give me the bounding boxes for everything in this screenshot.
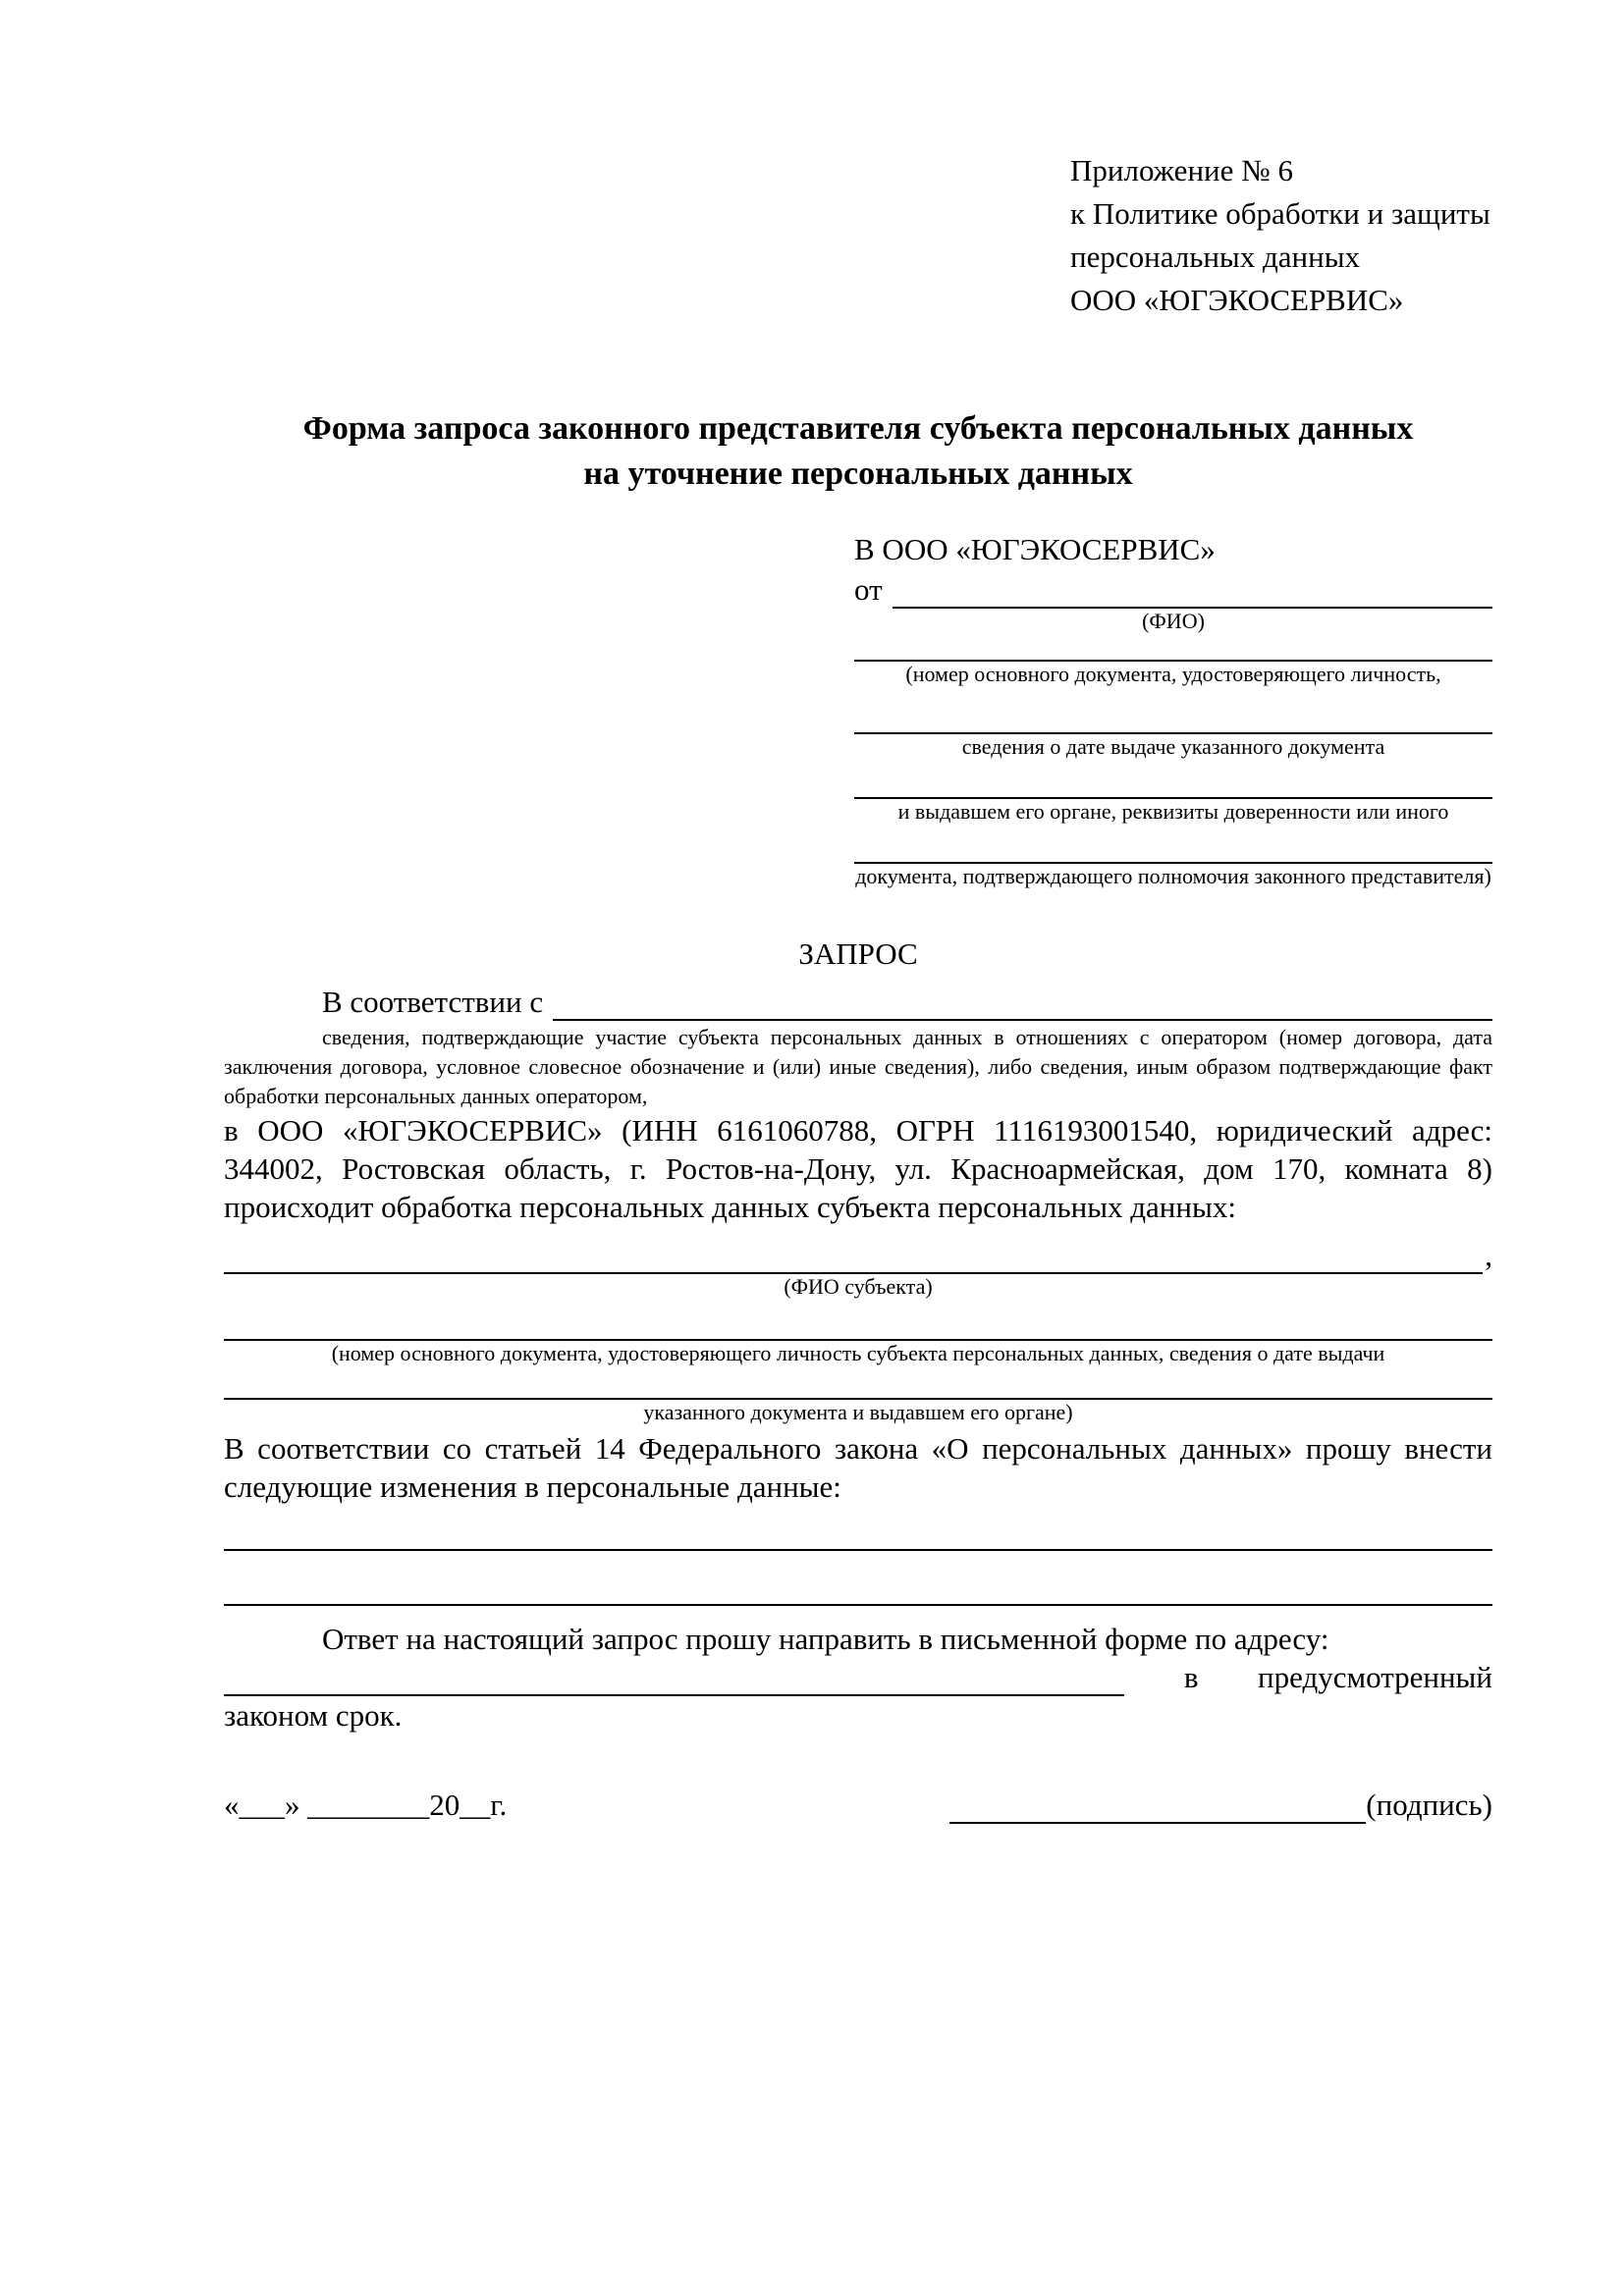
accordance-row (224, 983, 1492, 1021)
representative-doc-caption: документа, подтверждающего полномочия законного представителя) (855, 864, 1491, 888)
subject-line-comma: , (1485, 1238, 1492, 1272)
footnote-text: сведения, подтверждающие участие субъекта персональных данных в отношениях с оператором (номер договора, дата заключения договора, условное словесное обозначение и (или) иные сведения), либо сведения, иным образом подтверждающие факт обработки персональных данных оператором, (224, 1025, 1492, 1108)
representative-doc-fill-line (854, 825, 1492, 864)
representative-doc-caption: и выдавшем его органе, реквизиты доверенности или иного (897, 799, 1449, 824)
answer-closing: законом срок. (224, 1698, 403, 1733)
title-line: Форма запроса законного представителя субъекта персональных данных (302, 410, 1414, 447)
accordance-lead: В соответствии с (322, 985, 544, 1019)
appendix-line: Приложение № 6 (1070, 153, 1293, 187)
representative-doc-caption: сведения о дате выдаче указанного документа (961, 734, 1385, 759)
subject-doc-fill-line (224, 1300, 1492, 1341)
signature-caption: (подпись) (1366, 1788, 1492, 1822)
representative-doc-fill-line (854, 760, 1492, 799)
answer-address-row (224, 1658, 1492, 1696)
accordance-fill-line (553, 1019, 1492, 1021)
appendix-block (1070, 149, 1492, 322)
subject-fio-row (224, 1236, 1492, 1274)
subject-doc-fill-line (224, 1366, 1492, 1400)
title-line: на уточнение персональных данных (583, 455, 1133, 492)
from-label: от (854, 572, 883, 607)
document-title (224, 406, 1492, 497)
changes-fill-line (224, 1551, 1492, 1606)
subject-doc-caption: (номер основного документа, удостоверяющего личность субъекта персональных данных, сведения о дате выдачи (331, 1341, 1385, 1365)
subject-doc-caption: указанного документа и выдавшем его органе) (643, 1400, 1073, 1424)
fio-caption: (ФИО) (1142, 609, 1205, 633)
changes-fill-line (224, 1506, 1492, 1551)
appendix-line: ООО «ЮГЭКОСЕРВИС» (1070, 283, 1404, 317)
answer-word: предусмотренный (1258, 1660, 1492, 1694)
request-heading: ЗАПРОС (798, 936, 918, 971)
operator-paragraph: в ООО «ЮГЭКОСЕРВИС» (ИНН 6161060788, ОГРН 1116193001540, юридический адрес: 344002, Ростовская область, г. Ростов-на-Дону, ул. Красноармейская, дом 170, комната 8) происходит обработка персональных данных субъекта персональных данных: (224, 1113, 1492, 1224)
from-row (854, 570, 1492, 609)
date-signature-row (224, 1786, 1492, 1824)
addressee-block (854, 530, 1492, 889)
article-paragraph: В соответствии со статьей 14 Федерального закона «О персональных данных» прошу внести следующие изменения в персональные данные: (224, 1431, 1492, 1504)
answer-paragraph: Ответ на настоящий запрос прошу направить в письменной форме по адресу: (322, 1622, 1329, 1656)
appendix-line: персональных данных (1070, 240, 1361, 274)
date-line: «___» ________20__г. (224, 1788, 508, 1822)
answer-word: в (1183, 1660, 1199, 1694)
appendix-line: к Политике обработки и защиты (1070, 196, 1490, 231)
representative-doc-caption: (номер основного документа, удостоверяющего личность, (905, 662, 1441, 686)
signature-fill-line (949, 1822, 1366, 1824)
subject-fio-caption: (ФИО субъекта) (784, 1274, 933, 1299)
signature-area (949, 1786, 1492, 1824)
representative-doc-fill-line (854, 687, 1492, 734)
addressee-organization: В ООО «ЮГЭКОСЕРВИС» (854, 532, 1216, 566)
representative-doc-fill-line (854, 634, 1492, 662)
